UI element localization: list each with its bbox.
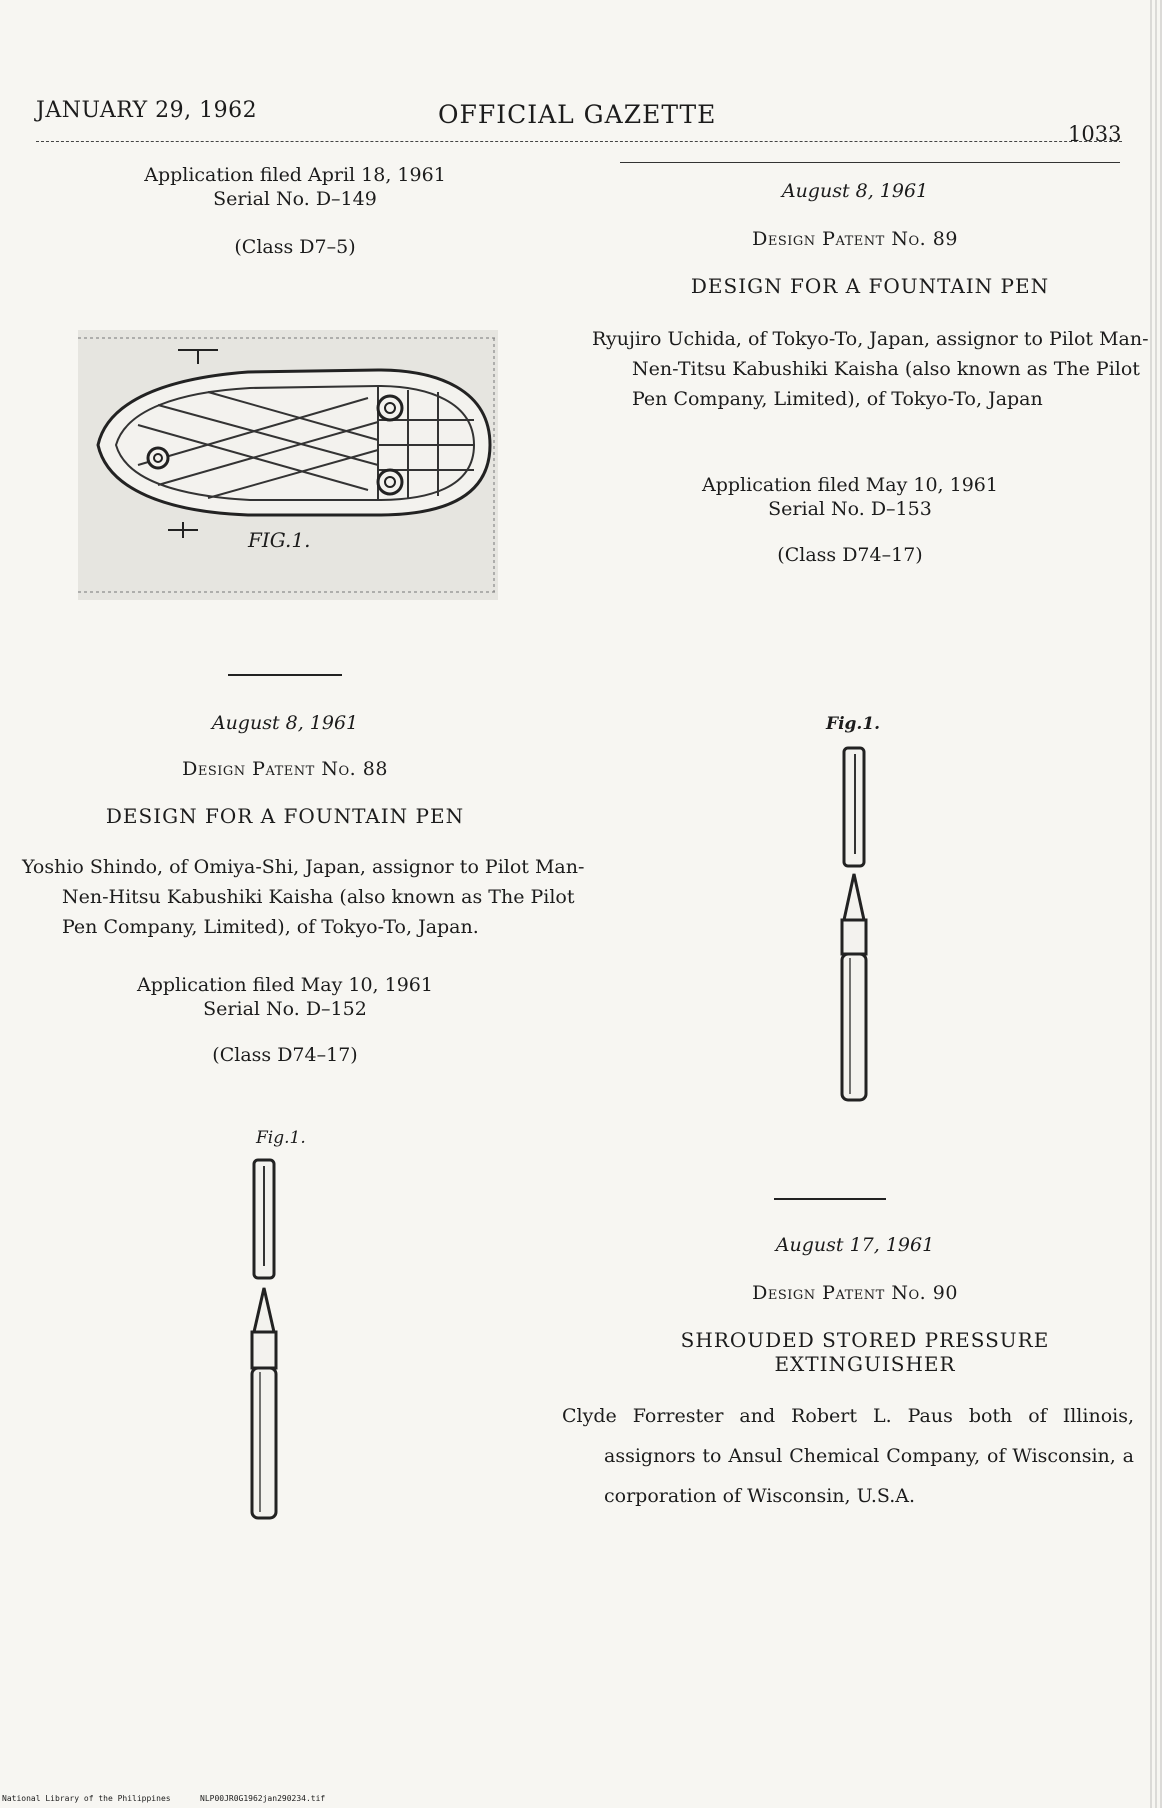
patent-89-date: August 8, 1961	[781, 180, 929, 202]
patent-89-filed: Application filed May 10, 1961	[702, 474, 998, 496]
patent-90-body: Clyde Forrester and Robert L. Paus both of Illinois, assignors to Ansul Chemical Company, of Wisconsin, a corporation of Wisconsin, U.S.A.	[562, 1405, 1134, 1507]
patent-88-filed: Application filed May 10, 1961	[137, 974, 433, 996]
patent-88-title: DESIGN FOR A FOUNTAIN PEN	[105, 804, 465, 828]
section-divider-right	[774, 1198, 886, 1200]
header-date: JANUARY 29, 1962	[36, 98, 258, 123]
serial-number: Serial No. D–149	[213, 188, 377, 210]
header-rule	[36, 141, 1122, 143]
patent-88-figure-label: Fig.1.	[256, 1128, 306, 1148]
patent-89-body: Ryujiro Uchida, of Tokyo-To, Japan, assignor to Pilot Man-Nen-Titsu Kabushiki Kaisha (also known as The Pilot Pen Company, Limited), of Tokyo-To, Japan	[592, 328, 1149, 410]
patent-90-number: Design Patent No. 90	[752, 1282, 958, 1304]
header-rule-right	[620, 162, 1120, 163]
patent-89-title: DESIGN FOR A FOUNTAIN PEN	[690, 274, 1050, 298]
figure-label: FIG.1.	[248, 528, 311, 552]
scan-edge	[1150, 0, 1162, 1808]
patent-88-serial: Serial No. D–152	[203, 998, 367, 1020]
fountain-pen-figure-right	[830, 744, 880, 1106]
fountain-pen-figure-left	[240, 1156, 290, 1526]
footer-source: National Library of the Philippines	[2, 1794, 171, 1803]
patent-88-date: August 8, 1961	[211, 712, 359, 734]
patent-90-title-line1: SHROUDED STORED PRESSURE	[680, 1328, 1050, 1352]
patent-90-date: August 17, 1961	[775, 1234, 935, 1256]
footer-file: NLP00JR0G1962jan290234.tif	[200, 1794, 326, 1803]
page-number: 1033	[1068, 122, 1122, 146]
application-filed: Application filed April 18, 1961	[144, 164, 446, 186]
class-label: (Class D7–5)	[234, 236, 356, 258]
shoe-sole-figure	[78, 330, 498, 600]
patent-89-class: (Class D74–17)	[777, 544, 923, 566]
patent-88-class: (Class D74–17)	[212, 1044, 358, 1066]
patent-88-body: Yoshio Shindo, of Omiya-Shi, Japan, assignor to Pilot Man-Nen-Hitsu Kabushiki Kaisha (also known as The Pilot Pen Company, Limited), of Tokyo-To, Japan.	[22, 856, 585, 938]
header-title: OFFICIAL GAZETTE	[438, 100, 717, 129]
section-divider	[228, 674, 342, 676]
patent-90-title-line2: EXTINGUISHER	[774, 1352, 956, 1376]
patent-89-figure-label: Fig.1.	[826, 714, 881, 734]
patent-89-number: Design Patent No. 89	[752, 228, 958, 250]
patent-89-serial: Serial No. D–153	[768, 498, 932, 520]
patent-88-number: Design Patent No. 88	[182, 758, 388, 780]
